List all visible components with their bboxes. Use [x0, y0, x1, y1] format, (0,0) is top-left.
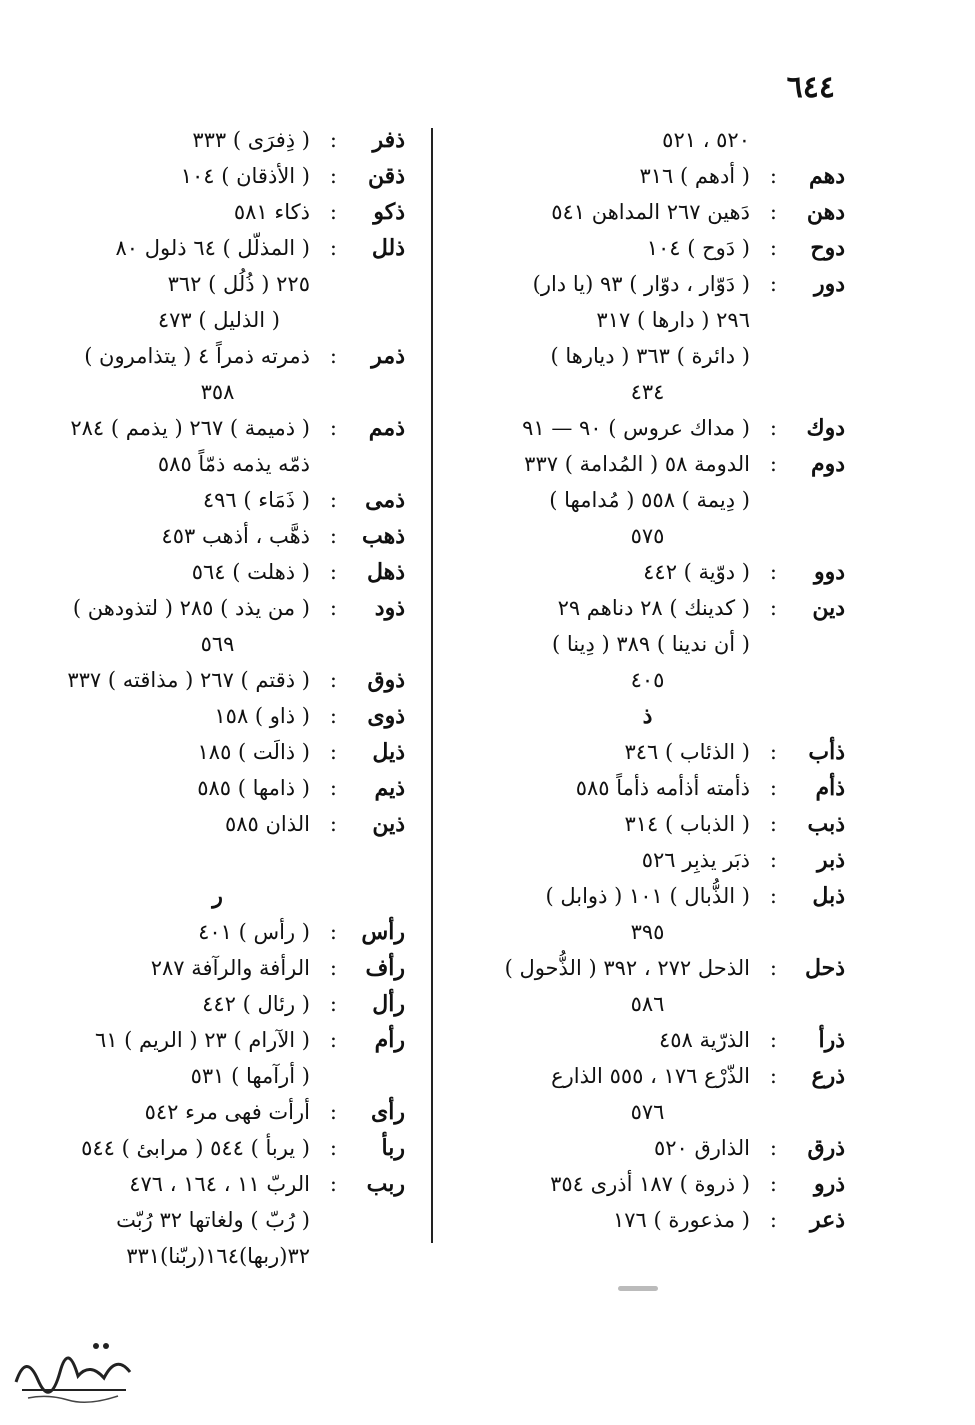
entry-root-word: ذبل [812, 883, 845, 909]
right-continuation-number [450, 374, 845, 410]
left-index-entry [30, 1022, 405, 1058]
entry-root-word: ربب [366, 1171, 405, 1197]
right-index-entry [450, 806, 845, 842]
entry-references: ( المذلّل ) ٦٤ ذلول ٨٠ [115, 236, 310, 260]
continuation-number: ٣٥٨ [200, 380, 235, 404]
continuation-number: ٤٣٤ [630, 380, 665, 404]
entry-colon: : [769, 956, 777, 980]
right-continuation-line [450, 482, 845, 518]
right-index-entry [450, 842, 845, 878]
entry-references: ( ذالَت ) ١٨٥ [197, 740, 310, 764]
entry-references: ( ذامها ) ٥٨٥ [197, 776, 310, 800]
right-index-entry [450, 266, 845, 302]
right-index-entry [450, 194, 845, 230]
entry-root-word: ذأم [815, 775, 845, 801]
continuation-number: ٣٩٥ [630, 920, 665, 944]
left-index-entry [30, 122, 405, 158]
entry-root-word: ذعر [809, 1207, 845, 1233]
entry-references: دَهين ٢٦٧ المداهن ٥٤١ [551, 200, 750, 224]
entry-colon: : [329, 560, 337, 584]
entry-colon: : [769, 812, 777, 836]
entry-colon: : [769, 200, 777, 224]
entry-colon: : [329, 920, 337, 944]
left-index-entry [30, 1094, 405, 1130]
entry-colon: : [329, 596, 337, 620]
entry-colon: : [329, 812, 337, 836]
entry-colon: : [329, 1028, 337, 1052]
entry-root-word: ذهب [361, 523, 405, 549]
entry-references: ذبَر يذبِر ٥٢٦ [641, 848, 750, 872]
left-index-entry [30, 662, 405, 698]
right-section-letter: ذ [642, 703, 653, 729]
entry-references: ( ذاو ) ١٥٨ [214, 704, 310, 728]
entry-colon: : [769, 1136, 777, 1160]
entry-colon: : [329, 200, 337, 224]
entry-references: الرأفة والرآفة ٢٨٧ [150, 956, 310, 980]
right-index-entry [450, 1130, 845, 1166]
entry-root-word: ذفر [372, 127, 405, 153]
entry-colon: : [329, 704, 337, 728]
entry-colon: : [329, 1100, 337, 1124]
right-continuation-line [450, 338, 845, 374]
continuation-number: ٥٦٩ [200, 632, 235, 656]
continuation-number: ٥٧٥ [630, 524, 665, 548]
entry-root-word: دوك [806, 415, 845, 441]
entry-colon: : [769, 740, 777, 764]
left-continuation-line [30, 446, 405, 482]
entry-references: ( مذعورة ) ١٧٦ [612, 1208, 750, 1232]
entry-references: ( رأس ) ٤٠١ [198, 920, 310, 944]
entry-references: الربّ ١١ ، ١٦٤ ، ٤٧٦ [129, 1172, 310, 1196]
entry-references: ذأمته أذأمه ذأماً ٥٨٥ [575, 776, 750, 800]
entry-references: أرأت فهى مرء ٥٤٢ [144, 1100, 310, 1124]
column-divider [431, 128, 433, 1243]
right-continuation-number [450, 914, 845, 950]
left-index-entry [30, 338, 405, 374]
entry-colon: : [329, 776, 337, 800]
entry-references: الذّرْع ١٧٦ ، ٥٥٥ الذارع [551, 1064, 750, 1088]
entry-root-word: ذيم [374, 775, 405, 801]
entry-root-word: ذحل [804, 955, 845, 981]
right-index-entry [450, 1022, 845, 1058]
entry-references: ذكاء ٥٨١ [233, 200, 310, 224]
entry-references: الذحل ٢٧٢ ، ٣٩٢ ( الذُّحول ) [504, 956, 750, 980]
left-index-entry [30, 410, 405, 446]
entry-root-word: ذمم [368, 415, 405, 441]
entry-references: ( الذُّبال ) ١٠١ ( ذوابل ) [545, 884, 750, 908]
entry-colon: : [769, 164, 777, 188]
entry-references: الذان ٥٨٥ [224, 812, 310, 836]
entry-root-word: ذيل [372, 739, 405, 765]
left-index-entry [30, 914, 405, 950]
continuation-references: ٣٢(ربها)١٦٤(ربّنا)٣٣١ [126, 1244, 310, 1268]
entry-colon: : [769, 596, 777, 620]
left-index-entry [30, 950, 405, 986]
right-continuation-number [450, 986, 845, 1022]
right-continuation-number [450, 1094, 845, 1130]
entry-root-word: ذبب [807, 811, 845, 837]
right-column [450, 122, 845, 1238]
entry-colon: : [329, 128, 337, 152]
left-index-entry [30, 698, 405, 734]
entry-references: الذارق ٥٢٠ [653, 1136, 750, 1160]
right-index-entry [450, 1058, 845, 1094]
entry-references: ( أدهم ) ٣١٦ [639, 164, 750, 188]
entry-colon: : [769, 1172, 777, 1196]
entry-references: الذرّية ٤٥٨ [658, 1028, 750, 1052]
entry-colon: : [329, 740, 337, 764]
entry-root-word: دور [813, 271, 845, 297]
entry-colon: : [329, 236, 337, 260]
scan-smudge [618, 1286, 658, 1291]
right-index-entry [450, 446, 845, 482]
entry-references: ( من يذد ) ٢٨٥ ( لتذودهن ) [72, 596, 310, 620]
right-index-entry [450, 878, 845, 914]
entry-root-word: ذوق [367, 667, 405, 693]
entry-references: ( الذئاب ) ٣٤٦ [624, 740, 750, 764]
left-index-entry [30, 734, 405, 770]
entry-colon: : [769, 236, 777, 260]
left-index-entry [30, 554, 405, 590]
entry-root-word: ذقن [367, 163, 405, 189]
entry-root-word: ذمر [371, 343, 405, 369]
entry-root-word: رأى [371, 1099, 405, 1125]
entry-references: ( مداك عروس ) ٩٠ — ٩١ [522, 416, 750, 440]
right-index-entry [450, 770, 845, 806]
left-continuation-line [30, 302, 405, 338]
left-index-entry [30, 158, 405, 194]
entry-root-word: ذوى [367, 703, 405, 729]
entry-colon: : [769, 560, 777, 584]
entry-root-word: ذكو [373, 199, 405, 225]
entry-references: ( ذِفرَى ) ٣٣٣ [192, 128, 310, 152]
right-index-entry [450, 590, 845, 626]
left-index-entry [30, 518, 405, 554]
entry-colon: : [329, 956, 337, 980]
entry-references: ( الآرام ) ٢٣ ( الريم ) ٦١ [94, 1028, 310, 1052]
right-continuation-line [450, 626, 845, 662]
entry-root-word: ذين [372, 811, 405, 837]
entry-colon: : [769, 416, 777, 440]
entry-references: ( كدينك ) ٢٨ دناهم ٢٩ [557, 596, 750, 620]
continuation-number: ٤٠٥ [630, 668, 665, 692]
entry-colon: : [329, 344, 337, 368]
entry-root-word: ذرق [807, 1135, 845, 1161]
left-section-letter: ر [212, 883, 223, 909]
entry-root-word: ذلل [371, 235, 405, 261]
left-column [30, 122, 405, 1274]
entry-references: ( ذميمة ) ٢٦٧ ( يذمم ) ٢٨٤ [70, 416, 310, 440]
left-continuation-line [30, 1202, 405, 1238]
entry-root-word: ذرأ [818, 1027, 845, 1053]
entry-references: ( ذقتم ) ٢٦٧ ( مذاقته ) ٣٣٧ [67, 668, 310, 692]
right-continuation-number [450, 662, 845, 698]
right-continuation-line [450, 122, 845, 158]
entry-root-word: ذأب [808, 739, 845, 765]
entry-colon: : [769, 1208, 777, 1232]
entry-root-word: دهن [806, 199, 845, 225]
continuation-number: ٥٧٦ [630, 1100, 665, 1124]
entry-root-word: ذود [374, 595, 405, 621]
left-index-entry [30, 1130, 405, 1166]
left-index-entry [30, 986, 405, 1022]
continuation-references: ٢٢٥ ( ذُلُل ) ٣٦٢ [167, 272, 310, 296]
right-index-entry [450, 734, 845, 770]
entry-references: ذمرته ذمراً ٤ ( يتذامرون ) [84, 344, 310, 368]
continuation-references: ( الذليل ) ٤٧٣ [157, 308, 280, 332]
left-continuation-number [30, 626, 405, 662]
entry-references: ( رئال ) ٤٤٢ [202, 992, 310, 1016]
entry-colon: : [769, 776, 777, 800]
continuation-number: ٥٨٦ [630, 992, 665, 1016]
left-index-entry [30, 194, 405, 230]
right-index-entry [450, 410, 845, 446]
entry-colon: : [769, 272, 777, 296]
left-continuation-line [30, 266, 405, 302]
left-index-entry [30, 770, 405, 806]
entry-root-word: رأل [372, 991, 405, 1017]
entry-root-word: رأم [374, 1027, 405, 1053]
entry-references: الدومة ٥٨ ( المُدامة ) ٣٣٧ [524, 452, 750, 476]
continuation-references: ( رُبّ ) ولغاتها ٣٢ رُبّت [116, 1208, 310, 1232]
right-index-entry [450, 554, 845, 590]
entry-root-word: رأس [361, 919, 405, 945]
continuation-references: ٥٢٠ ، ٥٢١ [662, 128, 750, 152]
entry-colon: : [769, 884, 777, 908]
left-index-entry [30, 806, 405, 842]
entry-references: ذهَّب ، أذهب ٤٥٣ [161, 524, 310, 548]
entry-root-word: ذمى [365, 487, 405, 513]
entry-colon: : [329, 992, 337, 1016]
right-index-entry [450, 230, 845, 266]
entry-colon: : [769, 1064, 777, 1088]
entry-root-word: ربأ [381, 1135, 405, 1161]
continuation-references: ذمّه يذمه ذمّاً ٥٨٥ [157, 452, 310, 476]
left-index-entry [30, 482, 405, 518]
entry-root-word: دوم [810, 451, 845, 477]
entry-references: ( ذهلت ) ٥٦٤ [191, 560, 310, 584]
entry-colon: : [329, 1136, 337, 1160]
entry-root-word: دهم [808, 163, 845, 189]
page-number: ٦٤٤ [786, 70, 835, 105]
entry-references: ( دوّية ) ٤٤٢ [643, 560, 750, 584]
entry-colon: : [329, 164, 337, 188]
entry-references: ( ذَمَاء ) ٤٩٦ [202, 488, 310, 512]
left-continuation-line [30, 1238, 405, 1274]
entry-colon: : [329, 416, 337, 440]
entry-root-word: ذهل [366, 559, 405, 585]
left-index-entry [30, 230, 405, 266]
right-index-entry [450, 1202, 845, 1238]
entry-root-word: دوو [813, 559, 845, 585]
right-index-entry [450, 158, 845, 194]
entry-references: ( دَوح ) ١٠٤ [646, 236, 750, 260]
right-continuation-number [450, 518, 845, 554]
entry-colon: : [329, 668, 337, 692]
continuation-references: ( دِيمة ) ٥٥٨ ( مُدامها ) [549, 488, 750, 512]
entry-root-word: ذرو [813, 1171, 845, 1197]
entry-root-word: دين [812, 595, 845, 621]
continuation-references: ٢٩٦ ( دارها ) ٣١٧ [596, 308, 750, 332]
entry-root-word: دوح [810, 235, 845, 261]
left-index-entry [30, 590, 405, 626]
continuation-references: ( أرآمها ) ٥٣١ [190, 1064, 310, 1088]
entry-colon: : [769, 452, 777, 476]
left-continuation-line [30, 1058, 405, 1094]
entry-references: ( دَوّار ، دوّار ) ٩٣ (يا دار) [532, 272, 750, 296]
library-stamp-logo [8, 1332, 138, 1408]
entry-references: ( الذباب ) ٣١٤ [624, 812, 750, 836]
entry-colon: : [329, 488, 337, 512]
continuation-references: ( دائرة ) ٣٦٣ ( ديارها ) [550, 344, 750, 368]
right-index-entry [450, 1166, 845, 1202]
left-index-entry [30, 1166, 405, 1202]
right-continuation-line [450, 302, 845, 338]
left-continuation-number [30, 374, 405, 410]
entry-colon: : [329, 524, 337, 548]
entry-root-word: رأف [365, 955, 405, 981]
entry-colon: : [769, 848, 777, 872]
entry-references: ( الأذقان ) ١٠٤ [180, 164, 310, 188]
entry-root-word: ذبر [816, 847, 845, 873]
entry-colon: : [329, 1172, 337, 1196]
entry-root-word: ذرع [811, 1063, 845, 1089]
continuation-references: ( أن ندينا ) ٣٨٩ ( دِينا ) [552, 632, 750, 656]
entry-colon: : [769, 1028, 777, 1052]
entry-references: ( ذروة ) ١٨٧ أذرى ٣٥٤ [550, 1172, 750, 1196]
right-index-entry [450, 950, 845, 986]
entry-references: ( يربأ ) ٥٤٤ ( مرابئ ) ٥٤٤ [81, 1136, 310, 1160]
left-blank-line [30, 842, 405, 878]
